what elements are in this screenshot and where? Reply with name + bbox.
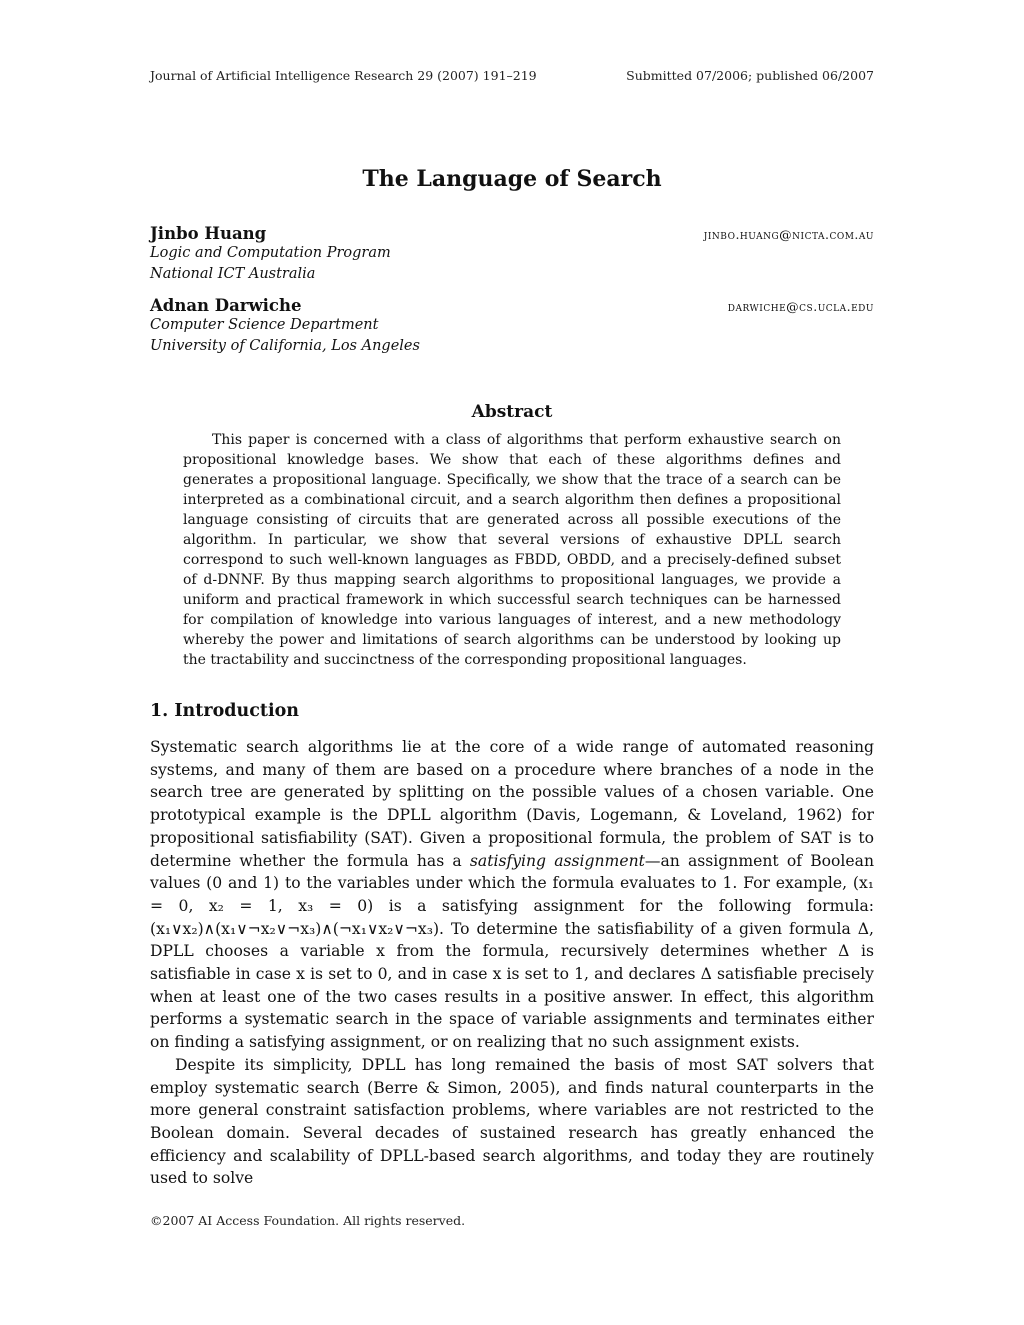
journal-citation: Journal of Artificial Intelligence Research 29 (2007) 191–219 bbox=[150, 68, 537, 83]
author-email: darwiche@cs.ucla.edu bbox=[727, 299, 874, 314]
author-affiliation: Logic and Computation Program bbox=[150, 245, 391, 261]
abstract-text: This paper is concerned with a class of algorithms that perform exhaustive search on propositional knowledge bases. We show that each of these algorithms defines and generates a propositional language. Specifically, we show that the trace of a search can be interpreted as a combinational circuit, and a search algorithm then defines a propositional language consisting of circuits that are generated across all possible executions of the algorithm. In particular, we show that several versions of exhaustive DPLL search correspond to such well-known languages as FBDD, OBDD, and a precisely-defined subset of d-DNNF. By thus mapping search algorithms to propositional languages, we provide a uniform and practical framework in which successful search techniques can be harnessed for compilation of knowledge into various languages of interest, and a new methodology whereby the power and limitations of search algorithms can be understood by looking up the tractability and succinctness of the corresponding propositional languages. bbox=[183, 432, 841, 668]
paragraph-text: —an assignment of Boolean values (0 and 1) to the variables under which the formula evaluates to 1. For example, (x₁ = 0, x₂ = 1, x₃ = 0) is a satisfying assignment for the following formula: (x₁∨x₂)∧(x₁∨¬x₂∨¬x₃)∧(¬x₁∨x₂∨¬x₃). To determine the satisfiability of a given formula Δ, DPLL chooses a variable x from the formula, recursively determines whether Δ is satisfiable in case x is set to 0, and in case x is set to 1, and declares Δ satisfiable precisely when at least one of the two cases results in a positive answer. In effect, this algorithm performs a systematic search in the space of variable assignments and terminates either on finding a satisfying assignment, or on realizing that no such assignment exists. bbox=[150, 851, 874, 1052]
paragraph-text: Systematic search algorithms lie at the core of a wide range of automated reasoning systems, and many of them are based on a procedure where branches of a node in the search tree are generated by splitting on the possible values of a chosen variable. One prototypical example is the DPLL algorithm (Davis, Logemann, & Loveland, 1962) for propositional satisfiability (SAT). Given a propositional formula, the problem of SAT is to determine whether the formula has a bbox=[150, 738, 874, 870]
author-affiliation: University of California, Los Angeles bbox=[150, 338, 420, 354]
abstract-heading: Abstract bbox=[471, 402, 553, 422]
author-block bbox=[150, 296, 874, 357]
paragraph: Despite its simplicity, DPLL has long remained the basis of most SAT solvers that employ systematic search (Berre & Simon, 2005), and finds natural counterparts in the more general constraint satisfaction problems, where variables are not restricted to the Boolean domain. Several decades of sustained research has greatly enhanced the efficiency and scalability of DPLL-based search algorithms, and today they are routinely used to solve bbox=[150, 1055, 874, 1188]
section-heading: 1. Introduction bbox=[150, 701, 299, 721]
paragraph bbox=[150, 736, 874, 1054]
running-head bbox=[150, 68, 874, 83]
author-affiliation: National ICT Australia bbox=[150, 266, 316, 282]
paper-title: The Language of Search bbox=[362, 166, 662, 192]
author-email: jinbo.huang@nicta.com.au bbox=[703, 227, 874, 242]
copyright-footer: ©2007 AI Access Foundation. All rights reserved. bbox=[150, 1213, 466, 1228]
author-affiliation: Computer Science Department bbox=[150, 317, 379, 333]
author-name: Jinbo Huang bbox=[150, 224, 267, 243]
submission-dates: Submitted 07/2006; published 06/2007 bbox=[626, 68, 874, 83]
emphasis-text: satisfying assignment bbox=[469, 851, 645, 870]
section-body bbox=[150, 736, 874, 1190]
author-block bbox=[150, 224, 874, 285]
author-name: Adnan Darwiche bbox=[150, 296, 302, 315]
